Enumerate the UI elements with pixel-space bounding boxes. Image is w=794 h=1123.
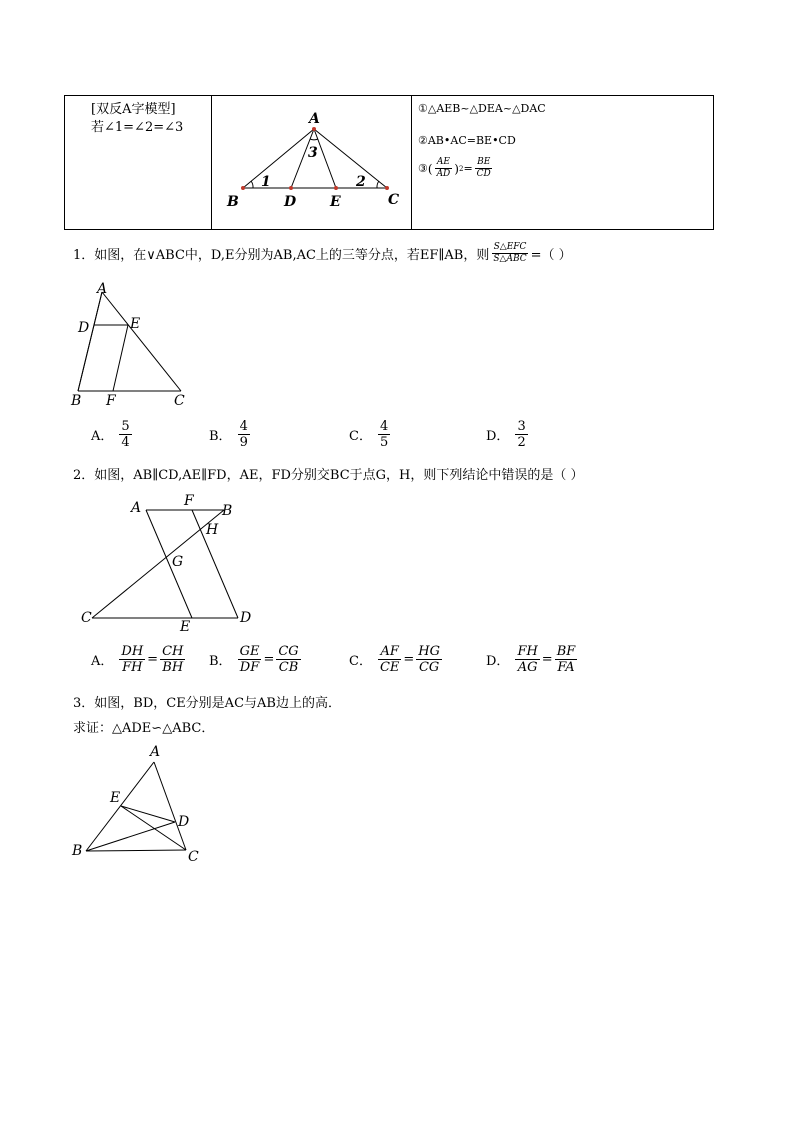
model-conclusions-cell	[412, 96, 713, 229]
q3-label-D: D	[178, 814, 190, 830]
q2-label-F: F	[184, 493, 194, 509]
model-conclusion-2: ②AB•AC=BE•CD	[418, 134, 516, 147]
q1-c-num: 4	[379, 419, 389, 434]
model-c3-eq: =	[463, 162, 473, 175]
q1-label-C: C	[174, 393, 185, 409]
q2-label-E: E	[180, 619, 191, 635]
model-title-cell	[65, 96, 212, 229]
q1-label-F: F	[106, 393, 116, 409]
q2-d-rn: BF	[556, 644, 576, 659]
q1-option-a-label: A．	[91, 429, 114, 444]
model-condition: 若∠1=∠2=∠3	[91, 120, 184, 135]
q1-label-A: A	[97, 281, 108, 297]
model-c3-rfrac	[475, 158, 493, 179]
model-label-D: D	[284, 194, 297, 210]
q1-area-ratio	[491, 243, 528, 264]
q2-b-rn: CG	[278, 644, 299, 659]
q2-label-D: D	[240, 610, 252, 626]
q2-label-H: H	[206, 522, 219, 538]
q2-figure	[76, 490, 266, 635]
q1-d-den: 2	[517, 435, 526, 450]
q2-a-right	[160, 645, 185, 674]
q1-option-d-label: D．	[486, 429, 510, 444]
question-3-proof: 求证：△ADE∽△ABC．	[73, 721, 215, 736]
q3-label-B: B	[72, 843, 83, 859]
model-angle-1: 1	[261, 174, 271, 190]
q2-option-c-label: C．	[349, 654, 372, 669]
q1-option-b-label: B．	[209, 429, 232, 444]
q2-d-ln: FH	[517, 644, 538, 659]
model-c3-num: AE	[436, 157, 450, 167]
q2-a-left	[119, 645, 145, 674]
q2-label-G: G	[172, 554, 184, 570]
q2-b-rd: CB	[278, 660, 299, 675]
q1-c-den: 5	[379, 435, 389, 450]
q2-b-ld: DF	[239, 660, 260, 675]
q1-tail: =（ ）	[530, 248, 572, 263]
q1-b-num: 4	[239, 419, 248, 434]
q1-frac-num: S△EFC	[493, 242, 527, 252]
q3-label-C: C	[188, 849, 199, 865]
model-conclusion-3: ③ ( $\frac{AE}{AD}$ ) 2 = $\frac{BE}{CD}$	[418, 157, 491, 179]
q3-label-A: A	[150, 744, 161, 760]
q1-d-num: 3	[517, 419, 526, 434]
q1-frac-den: S△ABC	[493, 254, 527, 264]
q2-b-ln: GE	[239, 644, 260, 659]
q1-option-a-value	[119, 420, 131, 449]
q3-figure	[66, 740, 216, 870]
q2-c-ln: AF	[380, 644, 399, 659]
model-c3-exp: 2	[458, 164, 464, 173]
q1-b-den: 9	[239, 435, 248, 450]
q1-option-d-value	[515, 420, 527, 449]
q2-a-ln: DH	[121, 644, 144, 659]
q2-a-ld: FH	[122, 660, 143, 675]
model-c3-prefix: ③	[418, 162, 428, 175]
q2-option-a[interactable]: A． $\frac{DH}{FH}$ = $\frac{CH}{BH}$	[91, 644, 184, 675]
question-1-stem	[73, 243, 572, 264]
q2-d-right	[555, 645, 578, 674]
q2-option-d-label: D．	[486, 654, 510, 669]
q1-option-b[interactable]	[209, 420, 252, 449]
model-label-E: E	[330, 194, 341, 210]
question-3-stem: 3．如图，BD，CE分别是AC与AB边上的高．	[73, 696, 341, 711]
q2-label-A: A	[131, 500, 142, 516]
q1-label-B: B	[71, 393, 82, 409]
q2-c-left	[378, 645, 401, 674]
q1-option-c-label: C．	[349, 429, 372, 444]
q2-d-ld: AG	[517, 660, 538, 675]
q1-text: 1．如图，在∨ABC中，D,E分别为AB,AC上的三等分点，若EF∥AB，则	[73, 248, 490, 263]
q2-d-left	[515, 645, 539, 674]
q2-option-b[interactable]: B． $\frac{GE}{DF}$ = $\frac{CG}{CB}$	[209, 644, 299, 675]
q2-option-a-label: A．	[91, 654, 114, 669]
q1-a-num: 5	[121, 419, 130, 434]
q2-option-b-label: B．	[209, 654, 232, 669]
model-c3-rden: CD	[476, 169, 491, 179]
model-figure	[212, 96, 412, 229]
q1-label-D: D	[78, 320, 90, 336]
q1-figure	[66, 280, 196, 410]
q1-option-a[interactable]	[91, 420, 134, 449]
q2-option-d[interactable]: D． $\frac{FH}{AG}$ = $\frac{BF}{FA}$	[486, 644, 576, 675]
model-conclusion-1: ①△AEB~△DEA~△DAC	[418, 102, 546, 115]
model-title: [双反A字模型]	[91, 102, 176, 117]
q1-a-den: 4	[121, 435, 130, 450]
q2-d-rd: FA	[557, 660, 575, 675]
model-angle-3: 3	[308, 145, 318, 161]
model-angle-2: 2	[356, 174, 366, 190]
model-table	[64, 95, 714, 230]
model-label-C: C	[388, 192, 400, 208]
q2-b-left	[238, 645, 262, 674]
q2-c-rn: HG	[418, 644, 441, 659]
model-c3-den: AD	[436, 169, 451, 179]
q2-label-B: B	[222, 503, 233, 519]
q2-label-C: C	[81, 610, 92, 626]
q1-option-c-value	[378, 420, 390, 449]
q2-c-rd: CG	[418, 660, 440, 675]
model-c3-rnum: BE	[477, 157, 491, 167]
q2-option-c[interactable]: C． $\frac{AF}{CE}$ = $\frac{HG}{CG}$	[349, 644, 441, 675]
question-2-stem: 2．如图，AB∥CD,AE∥FD，AE，FD分别交BC于点G，H，则下列结论中错误的是（ ）	[73, 468, 584, 483]
model-label-A: A	[309, 111, 320, 127]
q1-option-c[interactable]	[349, 420, 392, 449]
q2-a-rn: CH	[162, 644, 184, 659]
q2-b-right	[276, 645, 300, 674]
q3-label-E: E	[110, 790, 121, 806]
model-figure-cell	[212, 96, 412, 229]
q1-label-E: E	[130, 316, 141, 332]
q2-c-right	[416, 645, 442, 674]
model-label-B: B	[227, 194, 239, 210]
q2-a-rd: BH	[162, 660, 184, 675]
q1-option-d[interactable]	[486, 420, 530, 449]
model-c3-frac	[435, 158, 453, 179]
q1-option-b-value	[238, 420, 250, 449]
q2-c-ld: CE	[379, 660, 400, 675]
